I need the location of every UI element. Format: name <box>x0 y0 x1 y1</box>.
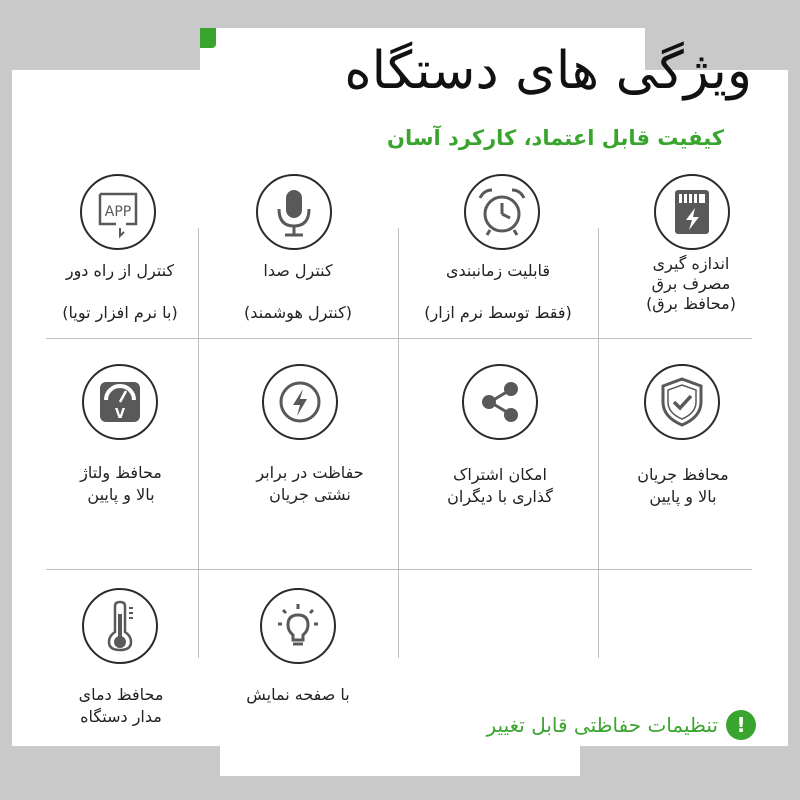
corner-mark <box>200 28 216 48</box>
grid-divider <box>198 228 199 658</box>
grid-divider <box>398 228 399 658</box>
footer-note <box>487 710 756 740</box>
feature-label: قابلیت زمانبندی <box>445 261 551 280</box>
shield-check-icon <box>644 364 720 440</box>
lightning-icon <box>262 364 338 440</box>
feature-label: حفاظت در برابر نشتی جریان <box>256 463 364 504</box>
feature-label: امکان اشتراک گذاری با دیگران <box>447 465 553 506</box>
footer-note-text: تنظیمات حفاظتی قابل تغییر <box>486 713 718 737</box>
app-icon <box>80 174 156 250</box>
thermometer-icon <box>82 588 158 664</box>
feature-label: محافظ دمای مدار دستگاه <box>78 685 164 726</box>
feature-note: (کنترل هوشمند) <box>244 303 352 322</box>
feature-label: کنترل صدا <box>263 261 333 280</box>
microphone-icon <box>256 174 332 250</box>
alarm-clock-icon <box>464 174 540 250</box>
feature-label: محافظ جریان بالا و پایین <box>637 465 729 506</box>
app-icon-text: APP <box>104 204 132 220</box>
share-icon <box>462 364 538 440</box>
page-title: ویژگی های دستگاه <box>344 41 752 101</box>
voltmeter-icon <box>82 364 158 440</box>
feature-label: اندازه گیری مصرف برق (محافظ برق) <box>646 254 736 313</box>
grid-divider <box>46 569 752 570</box>
feature-note: (فقط توسط نرم ازار) <box>424 303 572 322</box>
feature-label: کنترل از راه دور <box>65 261 175 280</box>
feature-label: محافظ ولتاژ بالا و پایین <box>80 463 162 504</box>
grid-divider <box>46 338 752 339</box>
feature-label: با صفحه نمایش <box>246 685 350 704</box>
energy-meter-icon <box>654 174 730 250</box>
alert-icon: ! <box>726 710 756 740</box>
voltmeter-icon-text: V <box>114 407 126 422</box>
page-subtitle: کیفیت قابل اعتماد، کارکرد آسان <box>387 126 724 150</box>
feature-note: (با نرم افزار تویا) <box>62 303 178 322</box>
lightbulb-icon <box>260 588 336 664</box>
